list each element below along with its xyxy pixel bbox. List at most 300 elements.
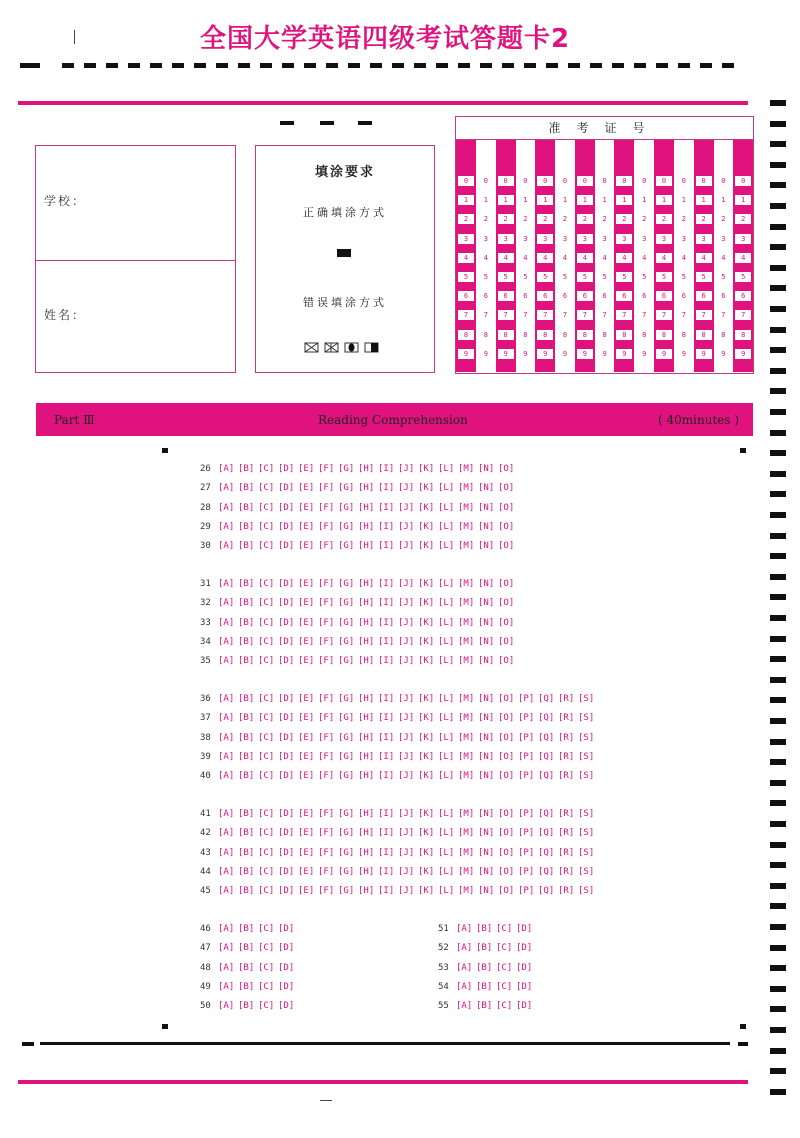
answer-bubble[interactable]: [E] [298, 828, 315, 839]
answer-bubble[interactable]: [B] [238, 809, 255, 819]
answer-bubble[interactable]: [H] [358, 502, 375, 513]
id-digit-bubble[interactable]: 7 [616, 310, 632, 320]
answer-bubble[interactable]: [E] [298, 713, 315, 724]
id-digit-bubble[interactable]: 3 [483, 234, 488, 243]
answer-bubble[interactable]: [G] [338, 866, 355, 877]
answer-bubble[interactable]: [N] [478, 866, 495, 877]
answer-bubble[interactable]: [G] [338, 809, 355, 819]
id-digit-bubble[interactable]: 0 [696, 176, 712, 186]
id-digit-bubble[interactable]: 5 [735, 272, 751, 282]
answer-bubble[interactable]: [M] [458, 828, 475, 839]
id-digit-bubble[interactable]: 4 [523, 253, 528, 262]
answer-bubble[interactable]: [E] [298, 636, 315, 647]
answer-bubble[interactable]: [B] [238, 694, 255, 704]
id-digit-bubble[interactable]: 4 [483, 253, 488, 262]
answer-bubble[interactable]: [A] [218, 847, 235, 858]
answer-bubble[interactable]: [C] [258, 636, 275, 647]
answer-bubble[interactable]: [L] [438, 771, 455, 782]
answer-bubble[interactable]: [I] [378, 521, 395, 532]
answer-bubble[interactable]: [N] [478, 483, 495, 494]
answer-bubble[interactable]: [H] [358, 886, 375, 897]
id-digit-bubble[interactable]: 8 [656, 330, 672, 340]
answer-bubble[interactable]: [P] [518, 732, 535, 743]
id-digit-bubble[interactable]: 2 [616, 214, 632, 224]
answer-bubble[interactable]: [K] [418, 751, 435, 762]
answer-bubble[interactable]: [D] [278, 924, 295, 934]
answer-bubble[interactable]: [C] [258, 828, 275, 839]
answer-bubble[interactable]: [C] [258, 924, 275, 934]
answer-bubble[interactable]: [N] [478, 656, 495, 667]
answer-bubble[interactable]: [D] [278, 943, 295, 954]
answer-bubble[interactable]: [B] [238, 713, 255, 724]
id-digit-bubble[interactable]: 3 [681, 234, 686, 243]
answer-bubble[interactable]: [M] [458, 598, 475, 609]
answer-bubble[interactable]: [N] [478, 886, 495, 897]
id-digit-bubble[interactable]: 0 [577, 176, 593, 186]
answer-bubble[interactable]: [E] [298, 732, 315, 743]
answer-bubble[interactable]: [L] [438, 732, 455, 743]
answer-bubble[interactable]: [C] [258, 847, 275, 858]
answer-bubble[interactable]: [D] [516, 962, 533, 973]
answer-bubble[interactable]: [B] [238, 847, 255, 858]
answer-bubble[interactable]: [L] [438, 751, 455, 762]
answer-bubble[interactable]: [F] [318, 828, 335, 839]
answer-bubble[interactable]: [G] [338, 579, 355, 589]
answer-bubble[interactable]: [G] [338, 521, 355, 532]
id-digit-bubble[interactable]: 7 [523, 311, 528, 320]
id-digit-bubble[interactable]: 5 [656, 272, 672, 282]
answer-bubble[interactable]: [B] [476, 1001, 493, 1012]
answer-bubble[interactable]: [A] [218, 732, 235, 743]
answer-bubble[interactable]: [O] [498, 809, 515, 819]
answer-bubble[interactable]: [C] [258, 579, 275, 589]
id-digit-bubble[interactable]: 7 [458, 310, 474, 320]
answer-bubble[interactable]: [J] [398, 828, 415, 839]
answer-bubble[interactable]: [H] [358, 732, 375, 743]
answer-bubble[interactable]: [Q] [538, 866, 555, 877]
id-digit-bubble[interactable]: 4 [498, 253, 514, 263]
answer-bubble[interactable]: [I] [378, 502, 395, 513]
id-digit-bubble[interactable]: 0 [656, 176, 672, 186]
answer-bubble[interactable]: [K] [418, 502, 435, 513]
answer-bubble[interactable]: [B] [476, 962, 493, 973]
id-digit-bubble[interactable]: 6 [721, 292, 726, 301]
id-digit-bubble[interactable]: 6 [483, 292, 488, 301]
answer-bubble[interactable]: [C] [258, 464, 275, 474]
answer-bubble[interactable]: [S] [578, 771, 595, 782]
answer-bubble[interactable]: [J] [398, 464, 415, 474]
answer-bubble[interactable]: [K] [418, 713, 435, 724]
answer-bubble[interactable]: [R] [558, 866, 575, 877]
answer-bubble[interactable]: [D] [278, 886, 295, 897]
id-digit-bubble[interactable]: 1 [656, 195, 672, 205]
answer-bubble[interactable]: [M] [458, 483, 475, 494]
answer-bubble[interactable]: [E] [298, 771, 315, 782]
answer-bubble[interactable]: [D] [278, 521, 295, 532]
answer-bubble[interactable]: [D] [278, 464, 295, 474]
answer-bubble[interactable]: [C] [496, 962, 513, 973]
answer-bubble[interactable]: [L] [438, 694, 455, 704]
answer-bubble[interactable]: [L] [438, 828, 455, 839]
answer-bubble[interactable]: [A] [218, 521, 235, 532]
id-digit-bubble[interactable]: 7 [656, 310, 672, 320]
id-digit-bubble[interactable]: 9 [577, 349, 593, 359]
id-digit-bubble[interactable]: 0 [721, 177, 726, 185]
answer-bubble[interactable]: [B] [238, 943, 255, 954]
answer-bubble[interactable]: [B] [238, 636, 255, 647]
answer-bubble[interactable]: [A] [218, 483, 235, 494]
answer-bubble[interactable]: [N] [478, 771, 495, 782]
answer-bubble[interactable]: [B] [238, 464, 255, 474]
answer-bubble[interactable]: [D] [516, 1001, 533, 1012]
id-digit-bubble[interactable]: 7 [681, 311, 686, 320]
answer-bubble[interactable]: [O] [498, 713, 515, 724]
answer-bubble[interactable]: [N] [478, 751, 495, 762]
answer-bubble[interactable]: [L] [438, 521, 455, 532]
answer-bubble[interactable]: [D] [516, 981, 533, 992]
answer-bubble[interactable]: [L] [438, 886, 455, 897]
answer-bubble[interactable]: [C] [496, 1001, 513, 1012]
answer-bubble[interactable]: [M] [458, 502, 475, 513]
answer-bubble[interactable]: [F] [318, 809, 335, 819]
answer-bubble[interactable]: [K] [418, 636, 435, 647]
id-digit-bubble[interactable]: 3 [735, 234, 751, 244]
id-digit-bubble[interactable]: 1 [681, 196, 686, 205]
answer-bubble[interactable]: [J] [398, 866, 415, 877]
answer-bubble[interactable]: [E] [298, 483, 315, 494]
answer-bubble[interactable]: [N] [478, 464, 495, 474]
answer-bubble[interactable]: [R] [558, 886, 575, 897]
answer-bubble[interactable]: [B] [238, 541, 255, 552]
id-digit-bubble[interactable]: 4 [537, 253, 553, 263]
id-digit-bubble[interactable]: 7 [602, 311, 607, 320]
answer-bubble[interactable]: [I] [378, 771, 395, 782]
answer-bubble[interactable]: [I] [378, 483, 395, 494]
answer-bubble[interactable]: [E] [298, 464, 315, 474]
id-digit-bubble[interactable]: 5 [696, 272, 712, 282]
answer-bubble[interactable]: [N] [478, 598, 495, 609]
answer-bubble[interactable]: [F] [318, 771, 335, 782]
id-digit-bubble[interactable]: 9 [642, 349, 647, 358]
id-digit-bubble[interactable]: 8 [616, 330, 632, 340]
id-digit-bubble[interactable]: 4 [721, 253, 726, 262]
id-digit-bubble[interactable]: 6 [458, 291, 474, 301]
answer-bubble[interactable]: [O] [498, 751, 515, 762]
id-digit-bubble[interactable]: 2 [681, 215, 686, 224]
answer-bubble[interactable]: [E] [298, 847, 315, 858]
answer-bubble[interactable]: [I] [378, 866, 395, 877]
answer-bubble[interactable]: [J] [398, 521, 415, 532]
answer-bubble[interactable]: [M] [458, 617, 475, 628]
answer-bubble[interactable]: [L] [438, 847, 455, 858]
answer-bubble[interactable]: [M] [458, 866, 475, 877]
answer-bubble[interactable]: [G] [338, 828, 355, 839]
answer-bubble[interactable]: [O] [498, 886, 515, 897]
answer-bubble[interactable]: [D] [516, 924, 533, 934]
answer-bubble[interactable]: [A] [456, 962, 473, 973]
answer-bubble[interactable]: [S] [578, 847, 595, 858]
answer-bubble[interactable]: [D] [278, 847, 295, 858]
answer-bubble[interactable]: [C] [258, 521, 275, 532]
answer-bubble[interactable]: [P] [518, 828, 535, 839]
id-digit-bubble[interactable]: 3 [616, 234, 632, 244]
answer-bubble[interactable]: [K] [418, 541, 435, 552]
answer-bubble[interactable]: [H] [358, 771, 375, 782]
id-digit-bubble[interactable]: 3 [562, 234, 568, 243]
answer-bubble[interactable]: [D] [278, 636, 295, 647]
answer-bubble[interactable]: [J] [398, 713, 415, 724]
id-digit-bubble[interactable]: 2 [483, 215, 488, 224]
id-digit-bubble[interactable]: 9 [616, 349, 632, 359]
answer-bubble[interactable]: [R] [558, 713, 575, 724]
answer-bubble[interactable]: [I] [378, 579, 395, 589]
answer-bubble[interactable]: [L] [438, 617, 455, 628]
id-digit-bubble[interactable]: 7 [642, 311, 647, 320]
answer-bubble[interactable]: [D] [278, 809, 295, 819]
id-digit-bubble[interactable]: 1 [616, 195, 632, 205]
id-digit-bubble[interactable]: 0 [562, 177, 568, 185]
answer-bubble[interactable]: [S] [578, 713, 595, 724]
answer-bubble[interactable]: [K] [418, 771, 435, 782]
id-digit-bubble[interactable]: 5 [642, 273, 647, 281]
answer-bubble[interactable]: [D] [278, 694, 295, 704]
id-digit-bubble[interactable]: 4 [577, 253, 593, 263]
id-digit-bubble[interactable]: 9 [696, 349, 712, 359]
id-digit-bubble[interactable]: 6 [523, 292, 528, 301]
answer-bubble[interactable]: [N] [478, 828, 495, 839]
id-digit-bubble[interactable]: 6 [642, 292, 647, 301]
answer-bubble[interactable]: [F] [318, 694, 335, 704]
answer-bubble[interactable]: [A] [456, 943, 473, 954]
answer-bubble[interactable]: [G] [338, 694, 355, 704]
answer-bubble[interactable]: [F] [318, 636, 335, 647]
answer-bubble[interactable]: [E] [298, 579, 315, 589]
answer-bubble[interactable]: [I] [378, 732, 395, 743]
id-digit-bubble[interactable]: 1 [498, 195, 514, 205]
answer-bubble[interactable]: [M] [458, 713, 475, 724]
answer-bubble[interactable]: [A] [218, 751, 235, 762]
id-digit-bubble[interactable]: 3 [498, 234, 514, 244]
answer-bubble[interactable]: [J] [398, 636, 415, 647]
answer-bubble[interactable]: [O] [498, 598, 515, 609]
answer-bubble[interactable]: [D] [278, 656, 295, 667]
answer-bubble[interactable]: [D] [278, 751, 295, 762]
id-digit-bubble[interactable]: 1 [562, 196, 568, 205]
id-digit-bubble[interactable]: 8 [537, 330, 553, 340]
id-digit-bubble[interactable]: 8 [562, 330, 568, 339]
id-digit-bubble[interactable]: 9 [721, 349, 726, 358]
answer-bubble[interactable]: [K] [418, 579, 435, 589]
answer-bubble[interactable]: [C] [258, 751, 275, 762]
answer-bubble[interactable]: [C] [258, 732, 275, 743]
answer-bubble[interactable]: [E] [298, 541, 315, 552]
answer-bubble[interactable]: [K] [418, 521, 435, 532]
id-digit-bubble[interactable]: 1 [721, 196, 726, 205]
answer-bubble[interactable]: [J] [398, 656, 415, 667]
answer-bubble[interactable]: [D] [278, 617, 295, 628]
id-digit-bubble[interactable]: 0 [483, 177, 488, 185]
answer-bubble[interactable]: [P] [518, 847, 535, 858]
id-digit-bubble[interactable]: 8 [681, 330, 686, 339]
answer-bubble[interactable]: [P] [518, 713, 535, 724]
answer-bubble[interactable]: [F] [318, 541, 335, 552]
answer-bubble[interactable]: [B] [238, 598, 255, 609]
id-digit-bubble[interactable]: 5 [721, 273, 726, 281]
answer-bubble[interactable]: [I] [378, 713, 395, 724]
id-digit-bubble[interactable]: 5 [458, 272, 474, 282]
answer-bubble[interactable]: [P] [518, 866, 535, 877]
answer-bubble[interactable]: [N] [478, 636, 495, 647]
answer-bubble[interactable]: [E] [298, 809, 315, 819]
answer-bubble[interactable]: [B] [238, 579, 255, 589]
id-digit-bubble[interactable]: 9 [498, 349, 514, 359]
id-digit-bubble[interactable]: 5 [483, 273, 488, 281]
answer-bubble[interactable]: [P] [518, 694, 535, 704]
answer-bubble[interactable]: [S] [578, 809, 595, 819]
answer-bubble[interactable]: [J] [398, 732, 415, 743]
answer-bubble[interactable]: [S] [578, 866, 595, 877]
answer-bubble[interactable]: [O] [498, 617, 515, 628]
answer-bubble[interactable]: [F] [318, 751, 335, 762]
answer-bubble[interactable]: [H] [358, 636, 375, 647]
answer-bubble[interactable]: [M] [458, 732, 475, 743]
answer-bubble[interactable]: [B] [238, 502, 255, 513]
answer-bubble[interactable]: [K] [418, 828, 435, 839]
answer-bubble[interactable]: [K] [418, 598, 435, 609]
answer-bubble[interactable]: [S] [578, 732, 595, 743]
answer-bubble[interactable]: [B] [238, 924, 255, 934]
answer-bubble[interactable]: [G] [338, 617, 355, 628]
id-digit-bubble[interactable]: 3 [458, 234, 474, 244]
answer-bubble[interactable]: [J] [398, 809, 415, 819]
id-digit-bubble[interactable]: 1 [577, 195, 593, 205]
answer-bubble[interactable]: [G] [338, 636, 355, 647]
id-digit-bubble[interactable]: 7 [735, 310, 751, 320]
id-digit-bubble[interactable]: 9 [735, 349, 751, 359]
answer-bubble[interactable]: [G] [338, 541, 355, 552]
id-digit-bubble[interactable]: 5 [523, 273, 528, 281]
id-digit-bubble[interactable]: 6 [602, 292, 607, 301]
id-digit-bubble[interactable]: 4 [681, 253, 686, 262]
answer-bubble[interactable]: [A] [218, 713, 235, 724]
answer-bubble[interactable]: [R] [558, 751, 575, 762]
id-digit-bubble[interactable]: 0 [458, 176, 474, 186]
id-digit-bubble[interactable]: 4 [696, 253, 712, 263]
answer-bubble[interactable]: [E] [298, 751, 315, 762]
id-digit-bubble[interactable]: 7 [537, 310, 553, 320]
answer-bubble[interactable]: [B] [238, 962, 255, 973]
answer-bubble[interactable]: [F] [318, 866, 335, 877]
answer-bubble[interactable]: [I] [378, 751, 395, 762]
id-digit-bubble[interactable]: 2 [642, 215, 647, 224]
answer-bubble[interactable]: [A] [218, 981, 235, 992]
answer-bubble[interactable]: [G] [338, 656, 355, 667]
answer-bubble[interactable]: [K] [418, 656, 435, 667]
answer-bubble[interactable]: [H] [358, 579, 375, 589]
answer-bubble[interactable]: [I] [378, 541, 395, 552]
answer-bubble[interactable]: [N] [478, 617, 495, 628]
answer-bubble[interactable]: [M] [458, 771, 475, 782]
answer-bubble[interactable]: [E] [298, 886, 315, 897]
answer-bubble[interactable]: [C] [258, 981, 275, 992]
answer-bubble[interactable]: [G] [338, 751, 355, 762]
id-digit-bubble[interactable]: 1 [696, 195, 712, 205]
id-digit-bubble[interactable]: 3 [642, 234, 647, 243]
answer-bubble[interactable]: [K] [418, 847, 435, 858]
answer-bubble[interactable]: [D] [278, 828, 295, 839]
id-digit-bubble[interactable]: 4 [735, 253, 751, 263]
answer-bubble[interactable]: [B] [238, 751, 255, 762]
answer-bubble[interactable]: [B] [238, 483, 255, 494]
answer-bubble[interactable]: [M] [458, 521, 475, 532]
answer-bubble[interactable]: [O] [498, 828, 515, 839]
answer-bubble[interactable]: [L] [438, 579, 455, 589]
answer-bubble[interactable]: [Q] [538, 732, 555, 743]
answer-bubble[interactable]: [G] [338, 464, 355, 474]
id-digit-bubble[interactable]: 8 [483, 330, 488, 339]
answer-bubble[interactable]: [K] [418, 694, 435, 704]
id-digit-bubble[interactable]: 7 [562, 311, 568, 320]
id-digit-bubble[interactable]: 0 [642, 177, 647, 185]
id-digit-bubble[interactable]: 3 [523, 234, 528, 243]
answer-bubble[interactable]: [B] [476, 943, 493, 954]
id-digit-bubble[interactable]: 8 [458, 330, 474, 340]
id-digit-bubble[interactable]: 7 [696, 310, 712, 320]
id-digit-bubble[interactable]: 8 [642, 330, 647, 339]
answer-bubble[interactable]: [J] [398, 617, 415, 628]
answer-bubble[interactable]: [E] [298, 521, 315, 532]
answer-bubble[interactable]: [A] [218, 886, 235, 897]
answer-bubble[interactable]: [Q] [538, 847, 555, 858]
id-digit-bubble[interactable]: 6 [656, 291, 672, 301]
answer-bubble[interactable]: [C] [496, 924, 513, 934]
id-digit-bubble[interactable]: 6 [681, 292, 686, 301]
id-digit-bubble[interactable]: 4 [562, 253, 568, 262]
answer-bubble[interactable]: [C] [258, 809, 275, 819]
answer-bubble[interactable]: [L] [438, 483, 455, 494]
answer-bubble[interactable]: [E] [298, 866, 315, 877]
id-digit-bubble[interactable]: 9 [681, 349, 686, 358]
id-digit-bubble[interactable]: 1 [537, 195, 553, 205]
answer-bubble[interactable]: [A] [218, 962, 235, 973]
id-digit-bubble[interactable]: 5 [602, 273, 607, 281]
answer-bubble[interactable]: [P] [518, 809, 535, 819]
answer-bubble[interactable]: [I] [378, 617, 395, 628]
answer-bubble[interactable]: [C] [258, 694, 275, 704]
id-digit-bubble[interactable]: 2 [562, 215, 568, 224]
id-digit-bubble[interactable]: 5 [577, 272, 593, 282]
id-digit-bubble[interactable]: 0 [523, 177, 528, 185]
id-digit-bubble[interactable]: 8 [696, 330, 712, 340]
answer-bubble[interactable]: [Q] [538, 828, 555, 839]
id-digit-bubble[interactable]: 3 [537, 234, 553, 244]
answer-bubble[interactable]: [K] [418, 886, 435, 897]
answer-bubble[interactable]: [L] [438, 502, 455, 513]
answer-bubble[interactable]: [B] [238, 828, 255, 839]
answer-bubble[interactable]: [H] [358, 483, 375, 494]
answer-bubble[interactable]: [S] [578, 694, 595, 704]
answer-bubble[interactable]: [A] [218, 579, 235, 589]
id-digit-bubble[interactable]: 5 [537, 272, 553, 282]
answer-bubble[interactable]: [O] [498, 636, 515, 647]
answer-bubble[interactable]: [C] [258, 943, 275, 954]
answer-bubble[interactable]: [A] [218, 656, 235, 667]
answer-bubble[interactable]: [C] [258, 617, 275, 628]
id-digit-bubble[interactable]: 2 [602, 215, 607, 224]
id-digit-bubble[interactable]: 3 [656, 234, 672, 244]
id-digit-bubble[interactable]: 2 [458, 214, 474, 224]
id-digit-bubble[interactable]: 9 [523, 349, 528, 358]
